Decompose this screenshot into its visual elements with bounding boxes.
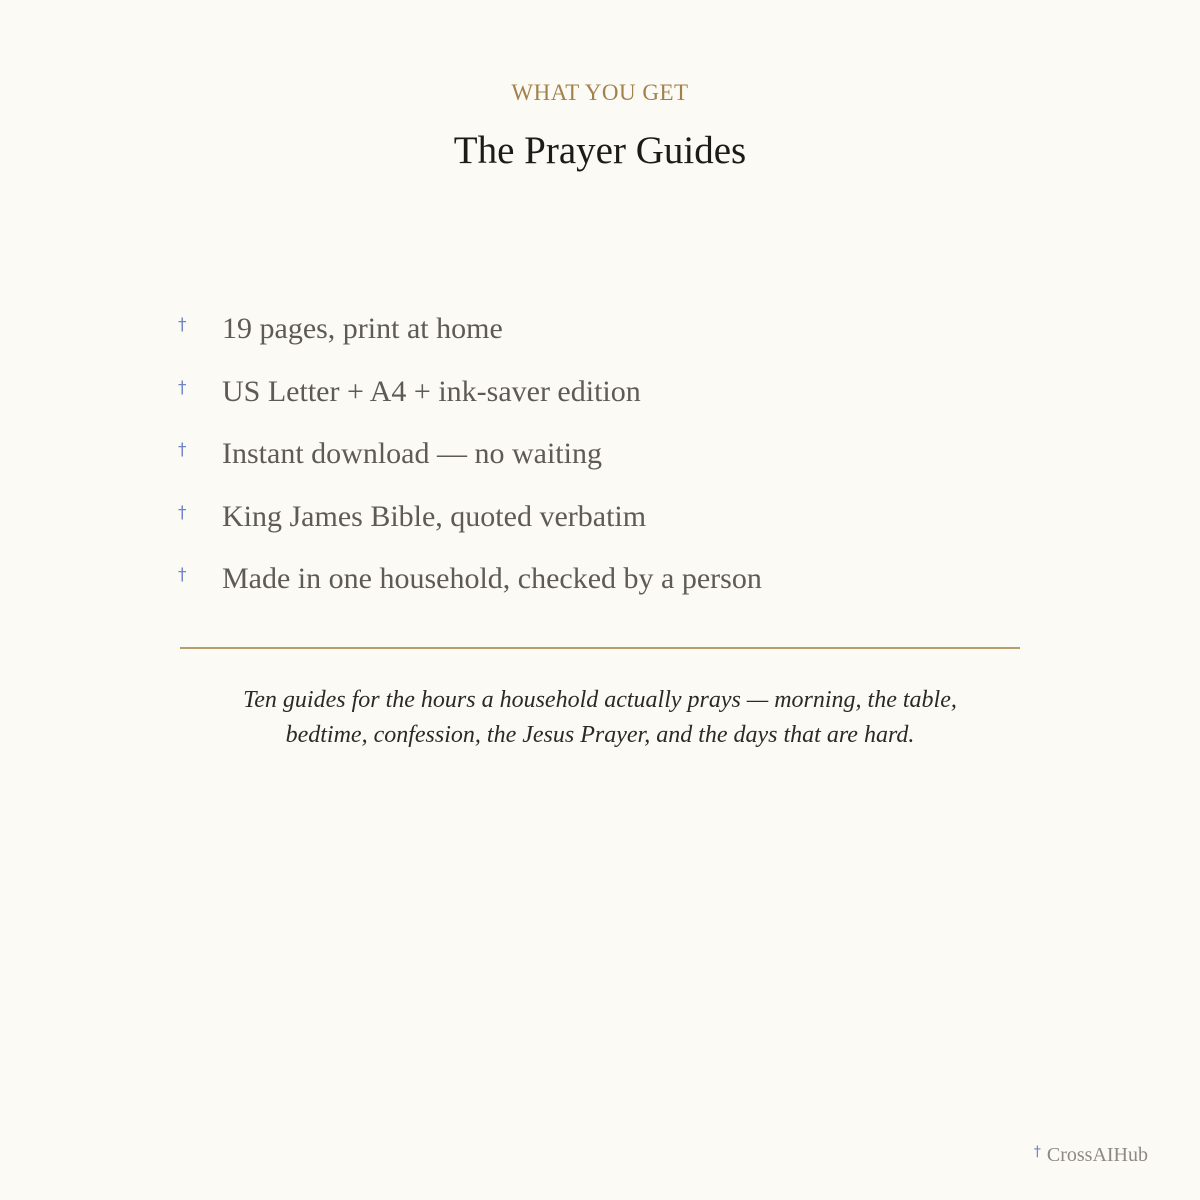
page-title: The Prayer Guides <box>453 129 747 172</box>
cross-icon: † <box>1033 1144 1041 1160</box>
cross-icon: † <box>178 565 187 585</box>
feature-item <box>178 312 1038 375</box>
feature-item <box>178 562 1038 625</box>
brand-name: CrossAIHub <box>1046 1144 1148 1166</box>
feature-text: US Letter + A4 + ink-saver edition <box>222 374 641 408</box>
feature-list <box>178 312 1038 625</box>
feature-item <box>178 375 1038 438</box>
divider <box>180 647 1020 649</box>
brand-mark <box>1034 1144 1148 1167</box>
cross-icon: † <box>178 440 187 460</box>
feature-text: Instant download — no waiting <box>222 437 602 470</box>
feature-item <box>178 500 1038 563</box>
section-eyebrow: WHAT YOU GET <box>511 80 689 105</box>
feature-text: 19 pages, print at home <box>222 312 503 345</box>
feature-text: Made in one household, checked by a person <box>222 562 762 595</box>
cross-icon: † <box>178 315 187 335</box>
feature-text: King James Bible, quoted verbatim <box>222 499 647 533</box>
cross-icon: † <box>178 377 187 398</box>
cross-icon: † <box>178 502 187 523</box>
description-text: Ten guides for the hours a household actually prays — morning, the table, bedtime, confession, the Jesus Prayer, and the days that are hard. <box>243 687 957 748</box>
feature-item <box>178 437 1038 500</box>
